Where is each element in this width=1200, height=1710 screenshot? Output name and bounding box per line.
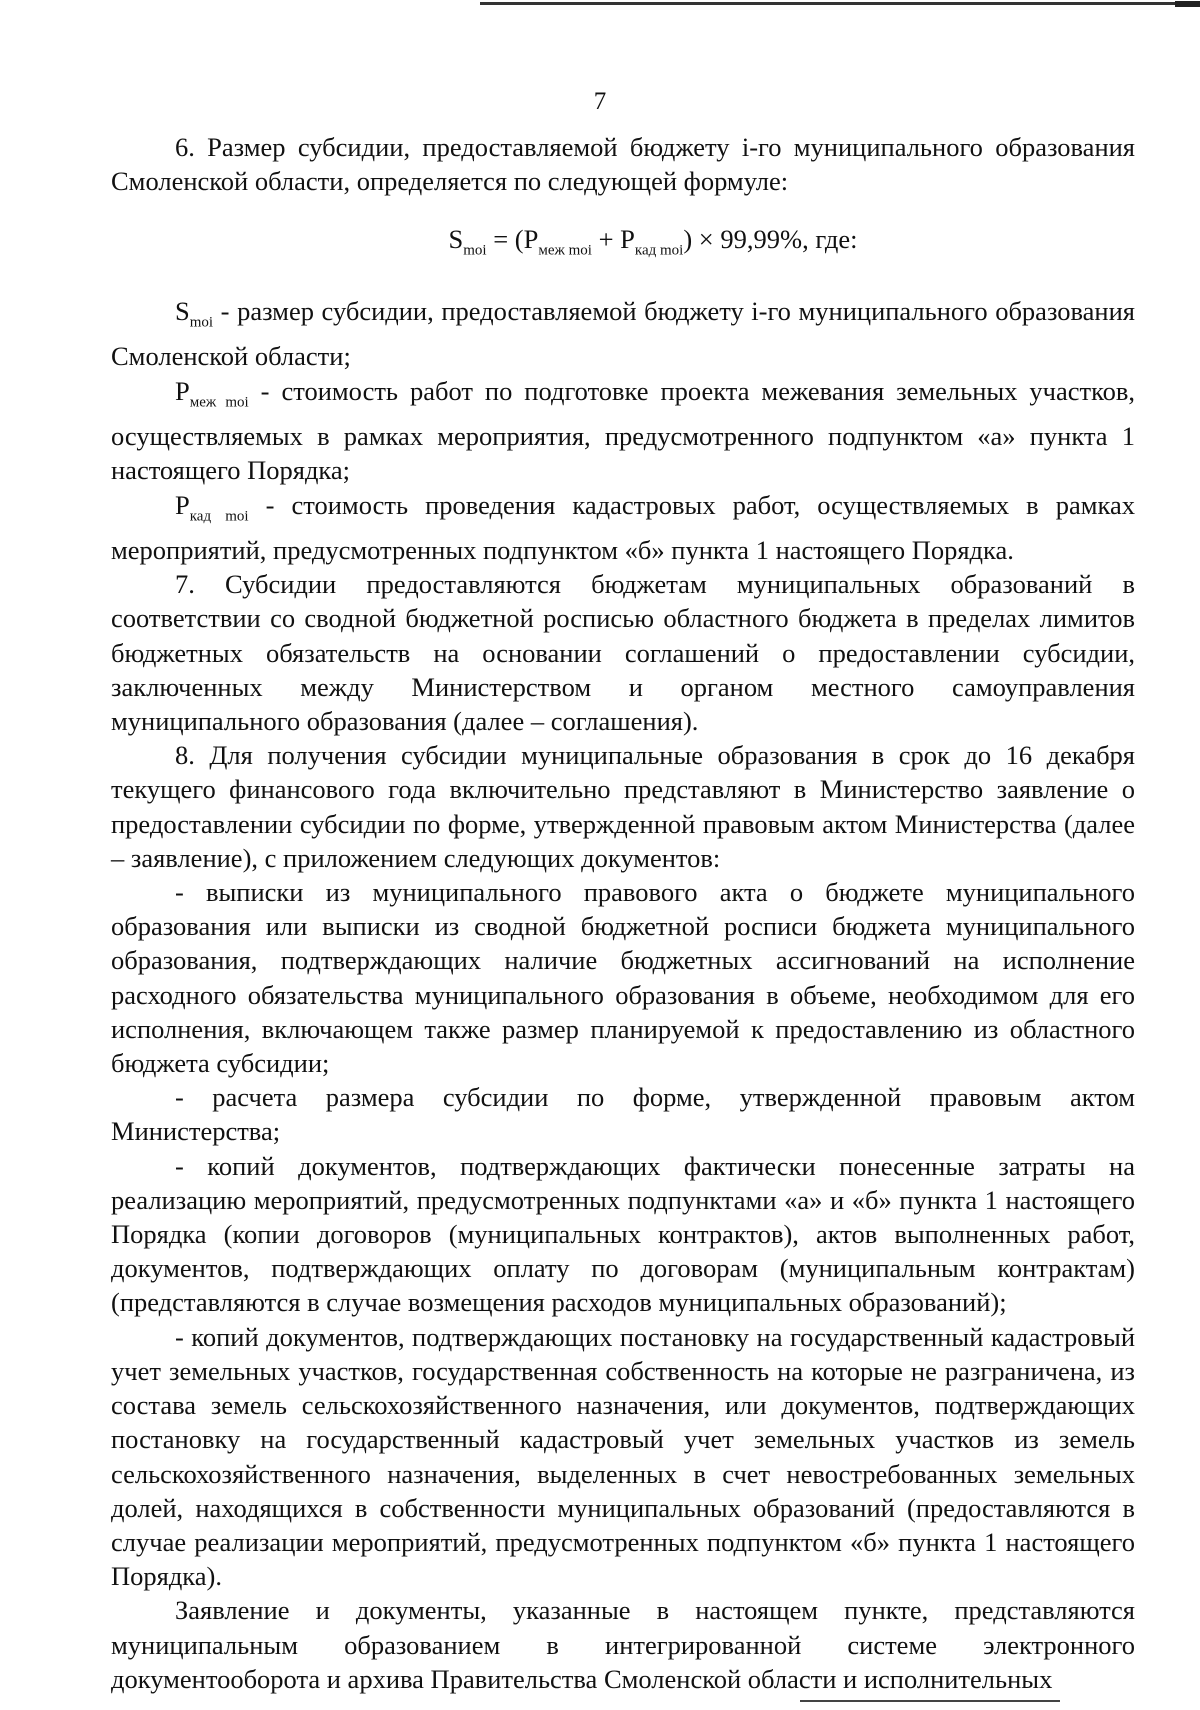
paragraph-7: 7. Субсидии предоставляются бюджетам муниципальных образований в соответствии со сводной бюджетной росписью областного бюджета в пределах лимитов бюджетных обязательств на основании соглашений о предоставлении субсидии, заключенных между Министерством и органом местного самоуправления муниципального образования (далее – соглашения). [111, 569, 1135, 737]
definition-s [111, 294, 1135, 374]
def-text: - размер субсидии, предоставляемой бюджету i-го муниципального образования Смоленской области; [111, 295, 1135, 372]
def-symbol-sub: кад moi [189, 507, 249, 524]
def-text: - стоимость работ по подготовке проекта межевания земельных участков, осуществляемых в рамках мероприятия, предусмотренного подпунктом «а» пункта 1 настоящего Порядка; [111, 375, 1136, 486]
def-symbol: P [175, 489, 190, 520]
scan-edge-line [480, 2, 1180, 5]
formula-plus: + P [591, 224, 635, 255]
page-number: 7 [593, 88, 607, 115]
formula-s: S [448, 224, 464, 255]
formula-eq: = (P [486, 224, 539, 255]
def-symbol: S [175, 295, 190, 326]
def-symbol-sub: moi [189, 314, 214, 331]
definition-p-mezh [111, 374, 1135, 488]
formula-p2-sub: кад moi [634, 242, 684, 259]
document-body [111, 130, 1135, 1696]
paragraph-6: 6. Размер субсидии, предоставляемой бюджету i-го муниципального образования Смоленской области, определяется по следующей формуле: [111, 132, 1135, 197]
paragraph-final: Заявление и документы, указанные в настоящем пункте, представляются муниципальным образованием в интегрированной системе электронного документооборота и архива Правительства Смоленской области и исполнительных [111, 1595, 1135, 1694]
subsidy-formula [111, 222, 1135, 268]
formula-rest: ) × 99,99%, где: [683, 224, 858, 255]
paragraph-8: 8. Для получения субсидии муниципальные образования в срок до 16 декабря текущего финансового года включительно представляют в Министерство заявление о предоставлении субсидии по форме, утвержденной правовым актом Министерства (далее – заявление), с приложением следующих документов: [111, 740, 1135, 873]
def-symbol: P [175, 375, 190, 406]
list-item: - расчета размера субсидии по форме, утвержденной правовым актом Министерства; [111, 1082, 1135, 1147]
formula-s-sub: moi [463, 242, 487, 259]
definition-p-kad [111, 488, 1135, 568]
list-item: - копий документов, подтверждающих фактически понесенные затраты на реализацию мероприятий, предусмотренных подпунктами «а» и «б» пункта 1 настоящего Порядка (копии договоров (муниципальных контрактов), актов выполненных работ, документов, подтверждающих оплату по договорам (муниципальным контрактам) (представляются в случае возмещения расходов муниципальных образований); [111, 1150, 1135, 1318]
list-item: - выписки из муниципального правового акта о бюджете муниципального образования или выписки из сводной бюджетной росписи бюджета муниципального образования, подтверждающих наличие бюджетных ассигнований на исполнение расходного обязательства муниципального образования в объеме, необходимом для его исполнения, включающем также размер планируемой к предоставлению из областного бюджета субсидии; [111, 877, 1135, 1079]
def-symbol-sub: меж moi [189, 393, 249, 410]
list-item: - копий документов, подтверждающих постановку на государственный кадастровый учет земельных участков, государственная собственность на которые не разграничена, из состава земель сельскохозяйственного назначения, или документов, подтверждающих постановку на государственный кадастровый учет земельных участков из земель сельскохозяйственного назначения, выделенных в счет невостребованных земельных долей, находящихся в собственности муниципальных образований (предоставляются в случае реализации мероприятий, предусмотренных подпунктом «б» пункта 1 настоящего Порядка). [111, 1321, 1135, 1592]
scan-edge-mark [1175, 1, 1200, 7]
formula-p1-sub: меж moi [538, 242, 592, 259]
scan-edge-line-bottom [800, 1700, 1060, 1702]
def-text: - стоимость проведения кадастровых работ, осуществляемых в рамках мероприятий, предусмотренных подпунктом «б» пункта 1 настоящего Порядка. [111, 489, 1136, 566]
